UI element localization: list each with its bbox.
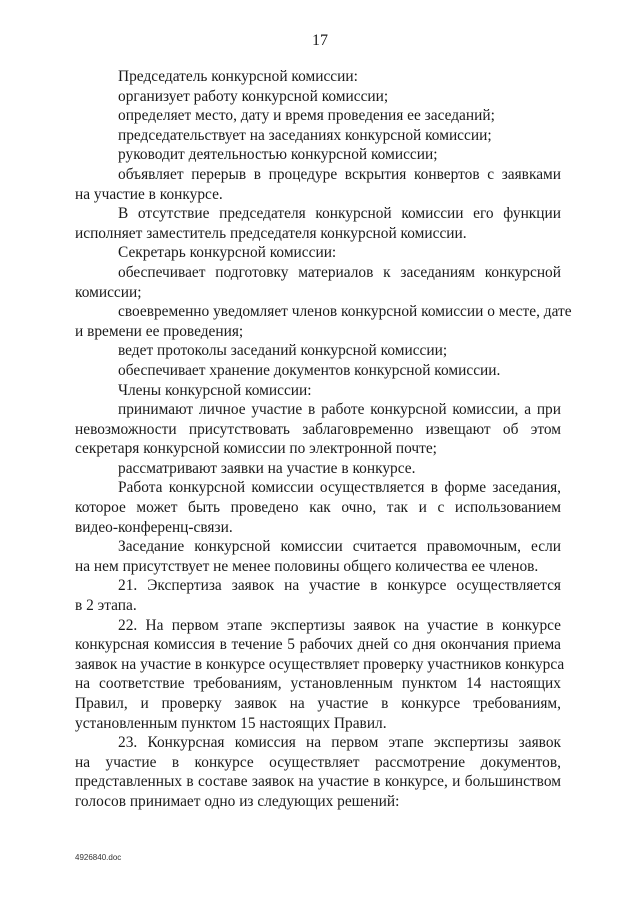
document-body <box>75 67 572 812</box>
paragraph-item-21 <box>75 576 561 615</box>
text-line: видео-конференц-связи. <box>75 518 233 536</box>
paragraph-chairman-duty-3 <box>75 126 561 146</box>
text-line: и времени ее проведения; <box>75 322 244 340</box>
paragraph-chairman-absence <box>75 204 561 243</box>
text-line: 23. Конкурсная комиссия на первом этапе экспертизы заявок <box>118 734 561 752</box>
text-line: определяет место, дату и время проведения ее заседаний; <box>118 107 495 125</box>
text-line: ведет протоколы заседаний конкурсной комиссии; <box>118 342 448 360</box>
text-line: своевременно уведомляет членов конкурсной комиссии о месте, дате <box>118 303 572 321</box>
text-line: Правил, и проверку заявок на участие в конкурсе требованиям, <box>75 695 561 712</box>
text-line: в 2 этапа. <box>75 597 137 615</box>
paragraph-members-heading <box>75 381 561 401</box>
paragraph-quorum <box>75 537 561 576</box>
text-line: которое может быть проведено как очно, так и с использованием <box>75 499 561 517</box>
paragraph-members-duty-1 <box>75 400 561 459</box>
text-line: голосов принимает одно из следующих решений: <box>75 792 400 810</box>
paragraph-chairman-duty-1 <box>75 87 561 107</box>
text-line: руководит деятельностью конкурсной комиссии; <box>118 146 438 164</box>
paragraph-secretary-heading <box>75 243 561 263</box>
paragraph-secretary-duty-2 <box>75 302 572 341</box>
text-line: принимают личное участие в работе конкурсной комиссии, а при <box>118 401 561 419</box>
paragraph-item-22 <box>75 616 565 734</box>
text-line: на участие в конкурсе осуществляет рассмотрение документов, <box>75 753 561 771</box>
text-line: представленных в составе заявок на участие в конкурсе, и большинством <box>75 773 561 791</box>
text-line: установленным пунктом 15 настоящих Правил. <box>75 714 387 732</box>
paragraph-secretary-duty-4 <box>75 361 561 381</box>
paragraph-chairman-duty-5 <box>75 165 561 204</box>
paragraph-members-duty-2 <box>75 459 561 479</box>
paragraph-secretary-duty-3 <box>75 341 561 361</box>
text-line: исполняет заместитель председателя конкурсной комиссии. <box>75 224 467 242</box>
paragraph-chairman-duty-4 <box>75 145 561 165</box>
document-file-name: 4926840.doc <box>75 853 122 862</box>
text-line: на участие в конкурсе. <box>75 185 223 203</box>
text-line: В отсутствие председателя конкурсной комиссии его функции <box>118 205 561 223</box>
text-line: секретаря конкурсной комиссии по электронной почте; <box>75 440 437 458</box>
paragraph-secretary-duty-1 <box>75 263 561 302</box>
text-line: организует работу конкурсной комиссии; <box>118 87 389 105</box>
text-line: 21. Экспертиза заявок на участие в конкурсе осуществляется <box>118 577 561 595</box>
text-line: обеспечивает подготовку материалов к заседаниям конкурсной <box>118 263 561 281</box>
paragraph-commission-work <box>75 478 561 537</box>
text-line: обеспечивает хранение документов конкурсной комиссии. <box>118 361 501 379</box>
text-line: Работа конкурсной комиссии осуществляется в форме заседания, <box>118 479 561 497</box>
page-number: 17 <box>312 32 328 49</box>
text-line: заявок на участие в конкурсе осуществляет проверку участников конкурса <box>75 655 565 673</box>
text-line: 22. На первом этапе экспертизы заявок на участие в конкурсе <box>118 616 561 634</box>
text-line: рассматривают заявки на участие в конкурсе. <box>118 459 416 477</box>
text-line: Члены конкурсной комиссии: <box>118 381 312 399</box>
text-line: председательствует на заседаниях конкурсной комиссии; <box>118 126 492 144</box>
text-line: на соответствие требованиям, установленным пунктом 14 настоящих <box>75 675 561 693</box>
text-line: Секретарь конкурсной комиссии: <box>118 244 337 262</box>
text-line: комиссии; <box>75 283 142 301</box>
text-line: Заседание конкурсной комиссии считается правомочным, если <box>118 538 561 556</box>
text-line: на нем присутствует не менее половины общего количества ее членов. <box>75 557 539 575</box>
paragraph-chairman-duty-2 <box>75 106 561 126</box>
text-line: невозможности присутствовать заблаговременно извещают об этом <box>75 420 561 438</box>
text-line: конкурсная комиссия в течение 5 рабочих дней со дня окончания приема <box>75 636 561 654</box>
paragraph-chairman-heading <box>75 67 561 87</box>
text-line: объявляет перерыв в процедуре вскрытия конвертов с заявками <box>118 165 561 183</box>
paragraph-item-23 <box>75 733 561 811</box>
text-line: Председатель конкурсной комиссии: <box>118 68 358 85</box>
